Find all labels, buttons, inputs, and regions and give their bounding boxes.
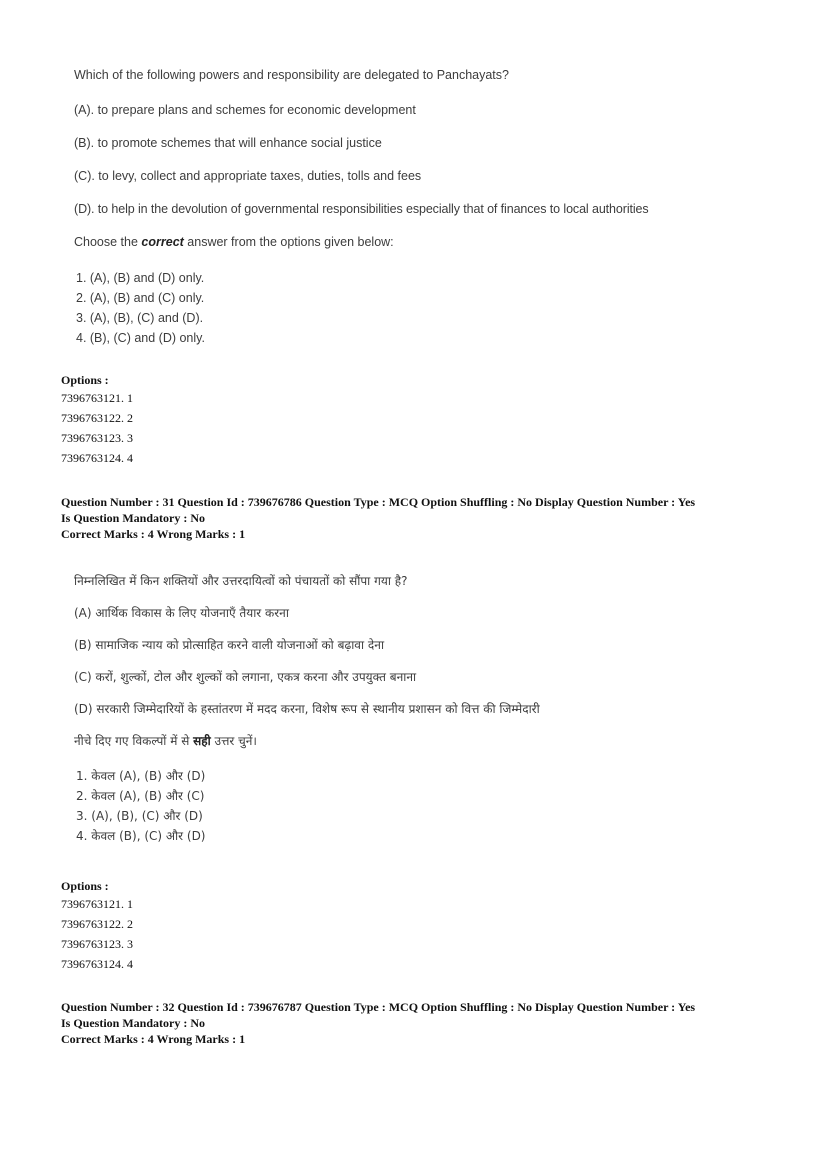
- statement-d-hindi: (D) सरकारी जिम्मेदारियों के हस्तांतरण में मदद करना, विशेष रूप से स्थानीय प्रशासन को वित्त की जिम्मेदारी: [74, 702, 540, 716]
- statement-b: (B). to promote schemes that will enhance social justice: [74, 136, 382, 150]
- option-id-2: 7396763122. 2: [61, 411, 133, 425]
- choose-instruction: Choose the correct answer from the options given below:: [74, 235, 394, 249]
- answer-1-hindi: 1. केवल (A), (B) और (D): [76, 769, 206, 783]
- options-title: Options :: [61, 373, 109, 387]
- emphasis-correct-hindi: सही: [193, 734, 211, 748]
- options-block-2: [61, 878, 133, 974]
- option-id-3: 7396763123. 3: [61, 937, 133, 951]
- statement-b-hindi: (B) सामाजिक न्याय को प्रोत्साहित करने वाली योजनाओं को बढ़ावा देना: [74, 638, 385, 652]
- statement-c: (C). to levy, collect and appropriate taxes, duties, tolls and fees: [74, 169, 422, 183]
- emphasis-correct: correct: [141, 235, 184, 249]
- question-image-english: [74, 68, 649, 348]
- option-id-1: 7396763121. 1: [61, 391, 133, 405]
- question-stem-hindi: निम्नलिखित में किन शक्तियों और उत्तरदायित्वों को पंचायतों को सौंपा गया है?: [74, 574, 408, 588]
- question-info-32: [61, 999, 695, 1047]
- question-stem: Which of the following powers and responsibility are delegated to Panchayats?: [74, 68, 509, 82]
- statement-a-hindi: (A) आर्थिक विकास के लिए योजनाएँ तैयार करना: [74, 606, 289, 620]
- question-meta-line: Question Number : 31 Question Id : 739676786 Question Type : MCQ Option Shuffling : No Display Question Number : Yes: [61, 495, 696, 509]
- answer-list: [74, 268, 649, 348]
- option-id-3: 7396763123. 3: [61, 431, 133, 445]
- option-id-4: 7396763124. 4: [61, 451, 133, 465]
- answer-3: 3. (A), (B), (C) and (D).: [76, 311, 204, 325]
- options-block-1: [61, 372, 133, 468]
- answer-4: 4. (B), (C) and (D) only.: [76, 331, 205, 345]
- options-title: Options :: [61, 879, 109, 893]
- marks-line: Correct Marks : 4 Wrong Marks : 1: [61, 1032, 246, 1046]
- question-meta-line: Question Number : 32 Question Id : 739676787 Question Type : MCQ Option Shuffling : No Display Question Number : Yes: [61, 1000, 696, 1014]
- answer-2: 2. (A), (B) and (C) only.: [76, 291, 205, 305]
- marks-line: Correct Marks : 4 Wrong Marks : 1: [61, 527, 246, 541]
- statement-a: (A). to prepare plans and schemes for economic development: [74, 103, 416, 117]
- option-id-2: 7396763122. 2: [61, 917, 133, 931]
- answer-3-hindi: 3. (A), (B), (C) और (D): [76, 809, 203, 823]
- statement-d: (D). to help in the devolution of governmental responsibilities especially that of finances to local authorities: [74, 202, 649, 216]
- question-info-31: [61, 494, 695, 542]
- mandatory-line: Is Question Mandatory : No: [61, 511, 206, 525]
- answer-list-hindi: [74, 766, 540, 846]
- answer-2-hindi: 2. केवल (A), (B) और (C): [76, 789, 205, 803]
- mandatory-line: Is Question Mandatory : No: [61, 1016, 206, 1030]
- option-id-4: 7396763124. 4: [61, 957, 133, 971]
- question-image-hindi: [74, 574, 540, 846]
- choose-instruction-hindi: नीचे दिए गए विकल्पों में से सही उत्तर चुनें।: [74, 734, 257, 748]
- answer-4-hindi: 4. केवल (B), (C) और (D): [76, 829, 206, 843]
- statement-c-hindi: (C) करों, शुल्कों, टोल और शुल्कों को लगाना, एकत्र करना और उपयुक्त बनाना: [74, 670, 417, 684]
- answer-1: 1. (A), (B) and (D) only.: [76, 271, 205, 285]
- option-id-1: 7396763121. 1: [61, 897, 133, 911]
